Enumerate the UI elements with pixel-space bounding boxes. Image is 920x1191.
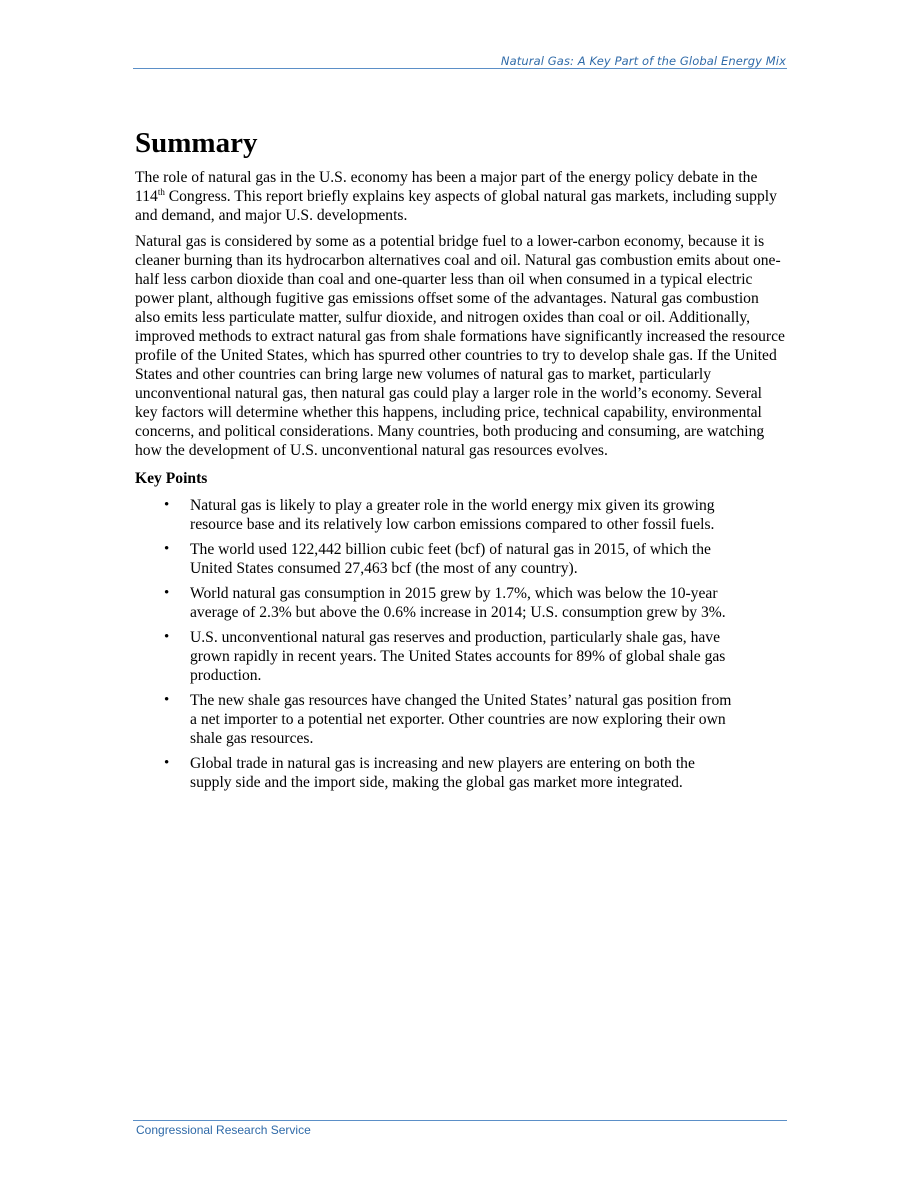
key-point-text: The world used 122,442 billion cubic feet (bcf) of natural gas in 2015, of which the United States consumed 27,463 bcf (the most of any country).: [190, 541, 711, 577]
key-point-text: World natural gas consumption in 2015 grew by 1.7%, which was below the 10-year average of 2.3% but above the 0.6% increase in 2014; U.S. consumption grew by 3%.: [190, 585, 726, 621]
key-points-heading: Key Points: [135, 470, 208, 487]
bullet-icon: •: [164, 497, 170, 513]
paragraph-1-text-start: The role of natural gas in the U.S. economy has been a major part of the energy policy debate in the 114: [135, 169, 758, 205]
bullet-icon: •: [164, 692, 170, 708]
key-points-list: [135, 496, 787, 792]
key-point-text: Global trade in natural gas is increasing and new players are entering on both the supply side and the import side, making the global gas market more integrated.: [190, 755, 695, 791]
key-point-item: [135, 496, 735, 534]
key-point-text: U.S. unconventional natural gas reserves and production, particularly shale gas, have grown rapidly in recent years. The United States accounts for 89% of global shale gas production.: [190, 629, 726, 684]
bullet-icon: •: [164, 585, 170, 601]
key-point-item: [135, 691, 735, 748]
key-point-text: Natural gas is likely to play a greater role in the world energy mix given its growing resource base and its relatively low carbon emissions compared to other fossil fuels.: [190, 497, 715, 533]
key-point-item: [135, 540, 735, 578]
bullet-icon: •: [164, 541, 170, 557]
footer-divider: [133, 1120, 787, 1121]
paragraph-1-text-end: Congress. This report briefly explains key aspects of global natural gas markets, including supply and demand, and major U.S. developments.: [135, 188, 777, 224]
key-point-item: [135, 628, 735, 685]
key-point-item: [135, 584, 735, 622]
ordinal-superscript: th: [157, 187, 165, 197]
footer-source: Congressional Research Service: [136, 1123, 311, 1137]
section-title: Summary: [135, 127, 258, 159]
bullet-icon: •: [164, 629, 170, 645]
running-header-title: Natural Gas: A Key Part of the Global Energy Mix: [500, 54, 786, 68]
key-point-item: [135, 754, 735, 792]
key-point-text: The new shale gas resources have changed the United States’ natural gas position from a net importer to a potential net exporter. Other countries are now exploring their own shale gas resources.: [190, 692, 732, 747]
summary-paragraph-2: Natural gas is considered by some as a potential bridge fuel to a lower-carbon economy, because it is cleaner burning than its hydrocarbon alternatives coal and oil. Natural gas combustion emits about one-half less carbon dioxide than coal and one-quarter less than oil when consumed in a typical electric power plant, although fugitive gas emissions offset some of the advantages. Natural gas combustion also emits less particulate matter, sulfur dioxide, and nitrogen oxides than coal or oil. Additionally, improved methods to extract natural gas from shale formations have significantly increased the resource profile of the United States, which has spurred other countries to try to develop shale gas. If the United States and other countries can bring large new volumes of natural gas to market, particularly unconventional natural gas, then natural gas could play a larger role in the world’s economy. Several key factors will determine whether this happens, including price, technical capability, environmental concerns, and political considerations. Many countries, both producing and consuming, are watching how the development of U.S. unconventional natural gas resources evolves.: [135, 233, 785, 459]
bullet-icon: •: [164, 755, 170, 771]
summary-paragraph-1: [135, 168, 787, 225]
header-divider: [133, 68, 787, 69]
page-content: [135, 126, 787, 798]
